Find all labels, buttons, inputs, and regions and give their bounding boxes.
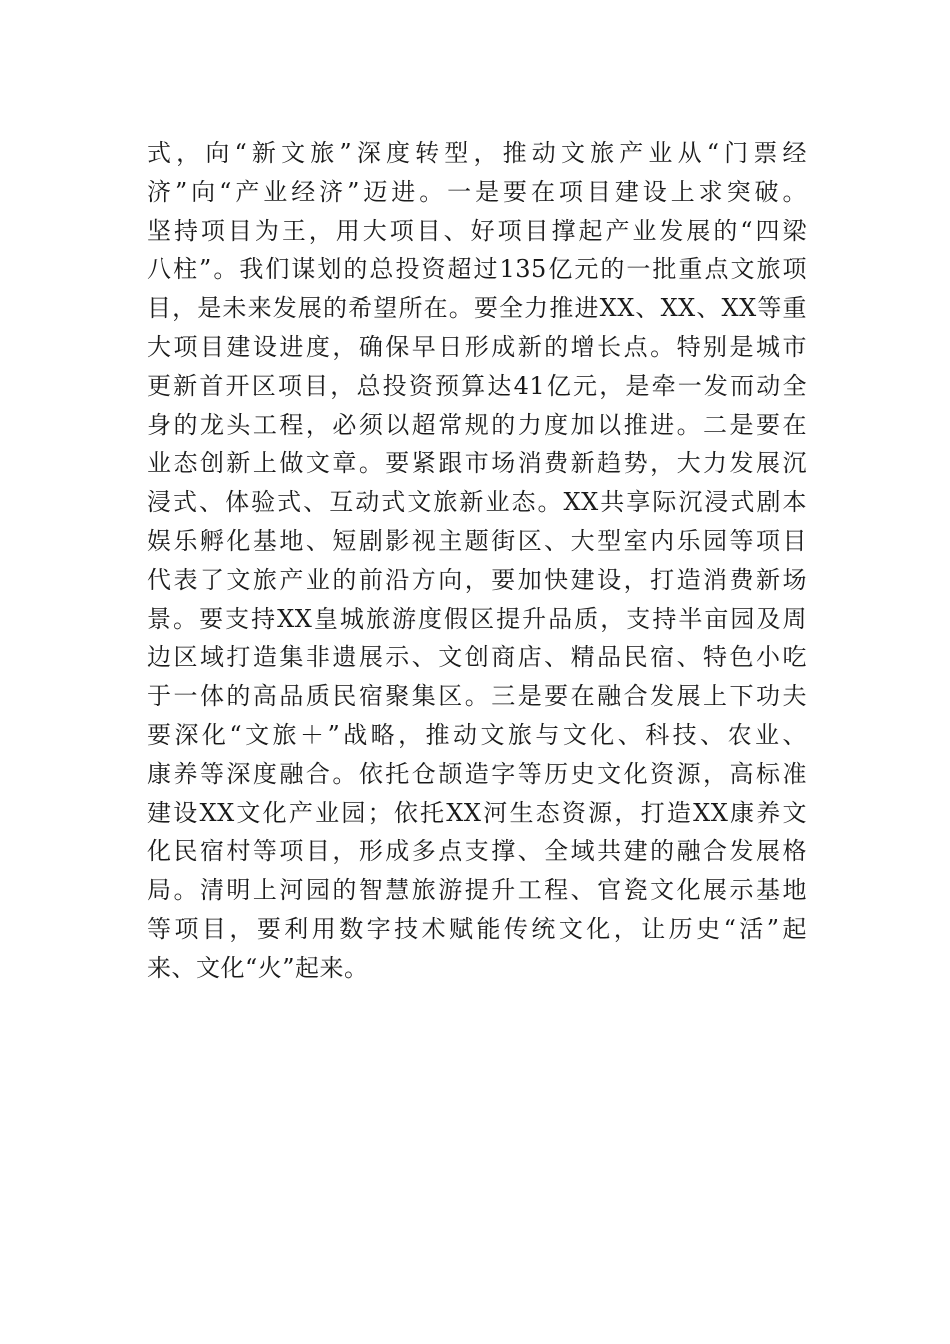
text-line: 济”向“产业经济”迈进。一是要在项目建设上求突破。 (147, 177, 807, 206)
text-line: 边区域打造集非遗展示、文创商店、精品民宿、特色小吃 (147, 643, 807, 672)
text-line: 八柱”。我们谋划的总投资超过135亿元的一批重点文旅项 (147, 255, 807, 284)
text-line: 要深化“文旅＋”战略，推动文旅与文化、科技、农业、 (147, 720, 807, 749)
text-line: 身的龙头工程，必须以超常规的力度加以推进。二是要在 (147, 410, 807, 439)
text-line: 化民宿村等项目，形成多点支撑、全域共建的融合发展格 (147, 837, 807, 866)
text-line: 大项目建设进度，确保早日形成新的增长点。特别是城市 (147, 332, 807, 361)
text-line: 等项目，要利用数字技术赋能传统文化，让历史“活”起 (147, 914, 807, 943)
text-line: 康养等深度融合。依托仓颉造字等历史文化资源，高标准 (147, 759, 807, 788)
text-line: 目，是未来发展的希望所在。要全力推进XX、XX、XX等重 (147, 294, 807, 323)
text-line: 娱乐孵化基地、短剧影视主题街区、大型室内乐园等项目 (147, 526, 807, 555)
text-line: 来、文化“火”起来。 (147, 953, 369, 982)
text-line: 浸式、体验式、互动式文旅新业态。XX共享际沉浸式剧本 (147, 488, 807, 517)
text-line: 景。要支持XX皇城旅游度假区提升品质，支持半亩园及周 (147, 604, 807, 633)
text-line: 更新首开区项目，总投资预算达41亿元，是牵一发而动全 (147, 371, 807, 400)
body-text (147, 134, 807, 988)
text-line: 于一体的高品质民宿聚集区。三是要在融合发展上下功夫 (147, 682, 807, 711)
text-line: 式，向“新文旅”深度转型，推动文旅产业从“门票经 (147, 139, 807, 167)
text-line: 业态创新上做文章。要紧跟市场消费新趋势，大力发展沉 (147, 449, 807, 478)
text-line: 局。清明上河园的智慧旅游提升工程、官瓷文化展示基地 (147, 876, 807, 905)
text-line: 建设XX文化产业园；依托XX河生态资源，打造XX康养文 (147, 798, 807, 827)
text-line: 代表了文旅产业的前沿方向，要加快建设，打造消费新场 (147, 565, 807, 594)
text-line: 坚持项目为王，用大项目、好项目撑起产业发展的“四梁 (147, 216, 807, 245)
